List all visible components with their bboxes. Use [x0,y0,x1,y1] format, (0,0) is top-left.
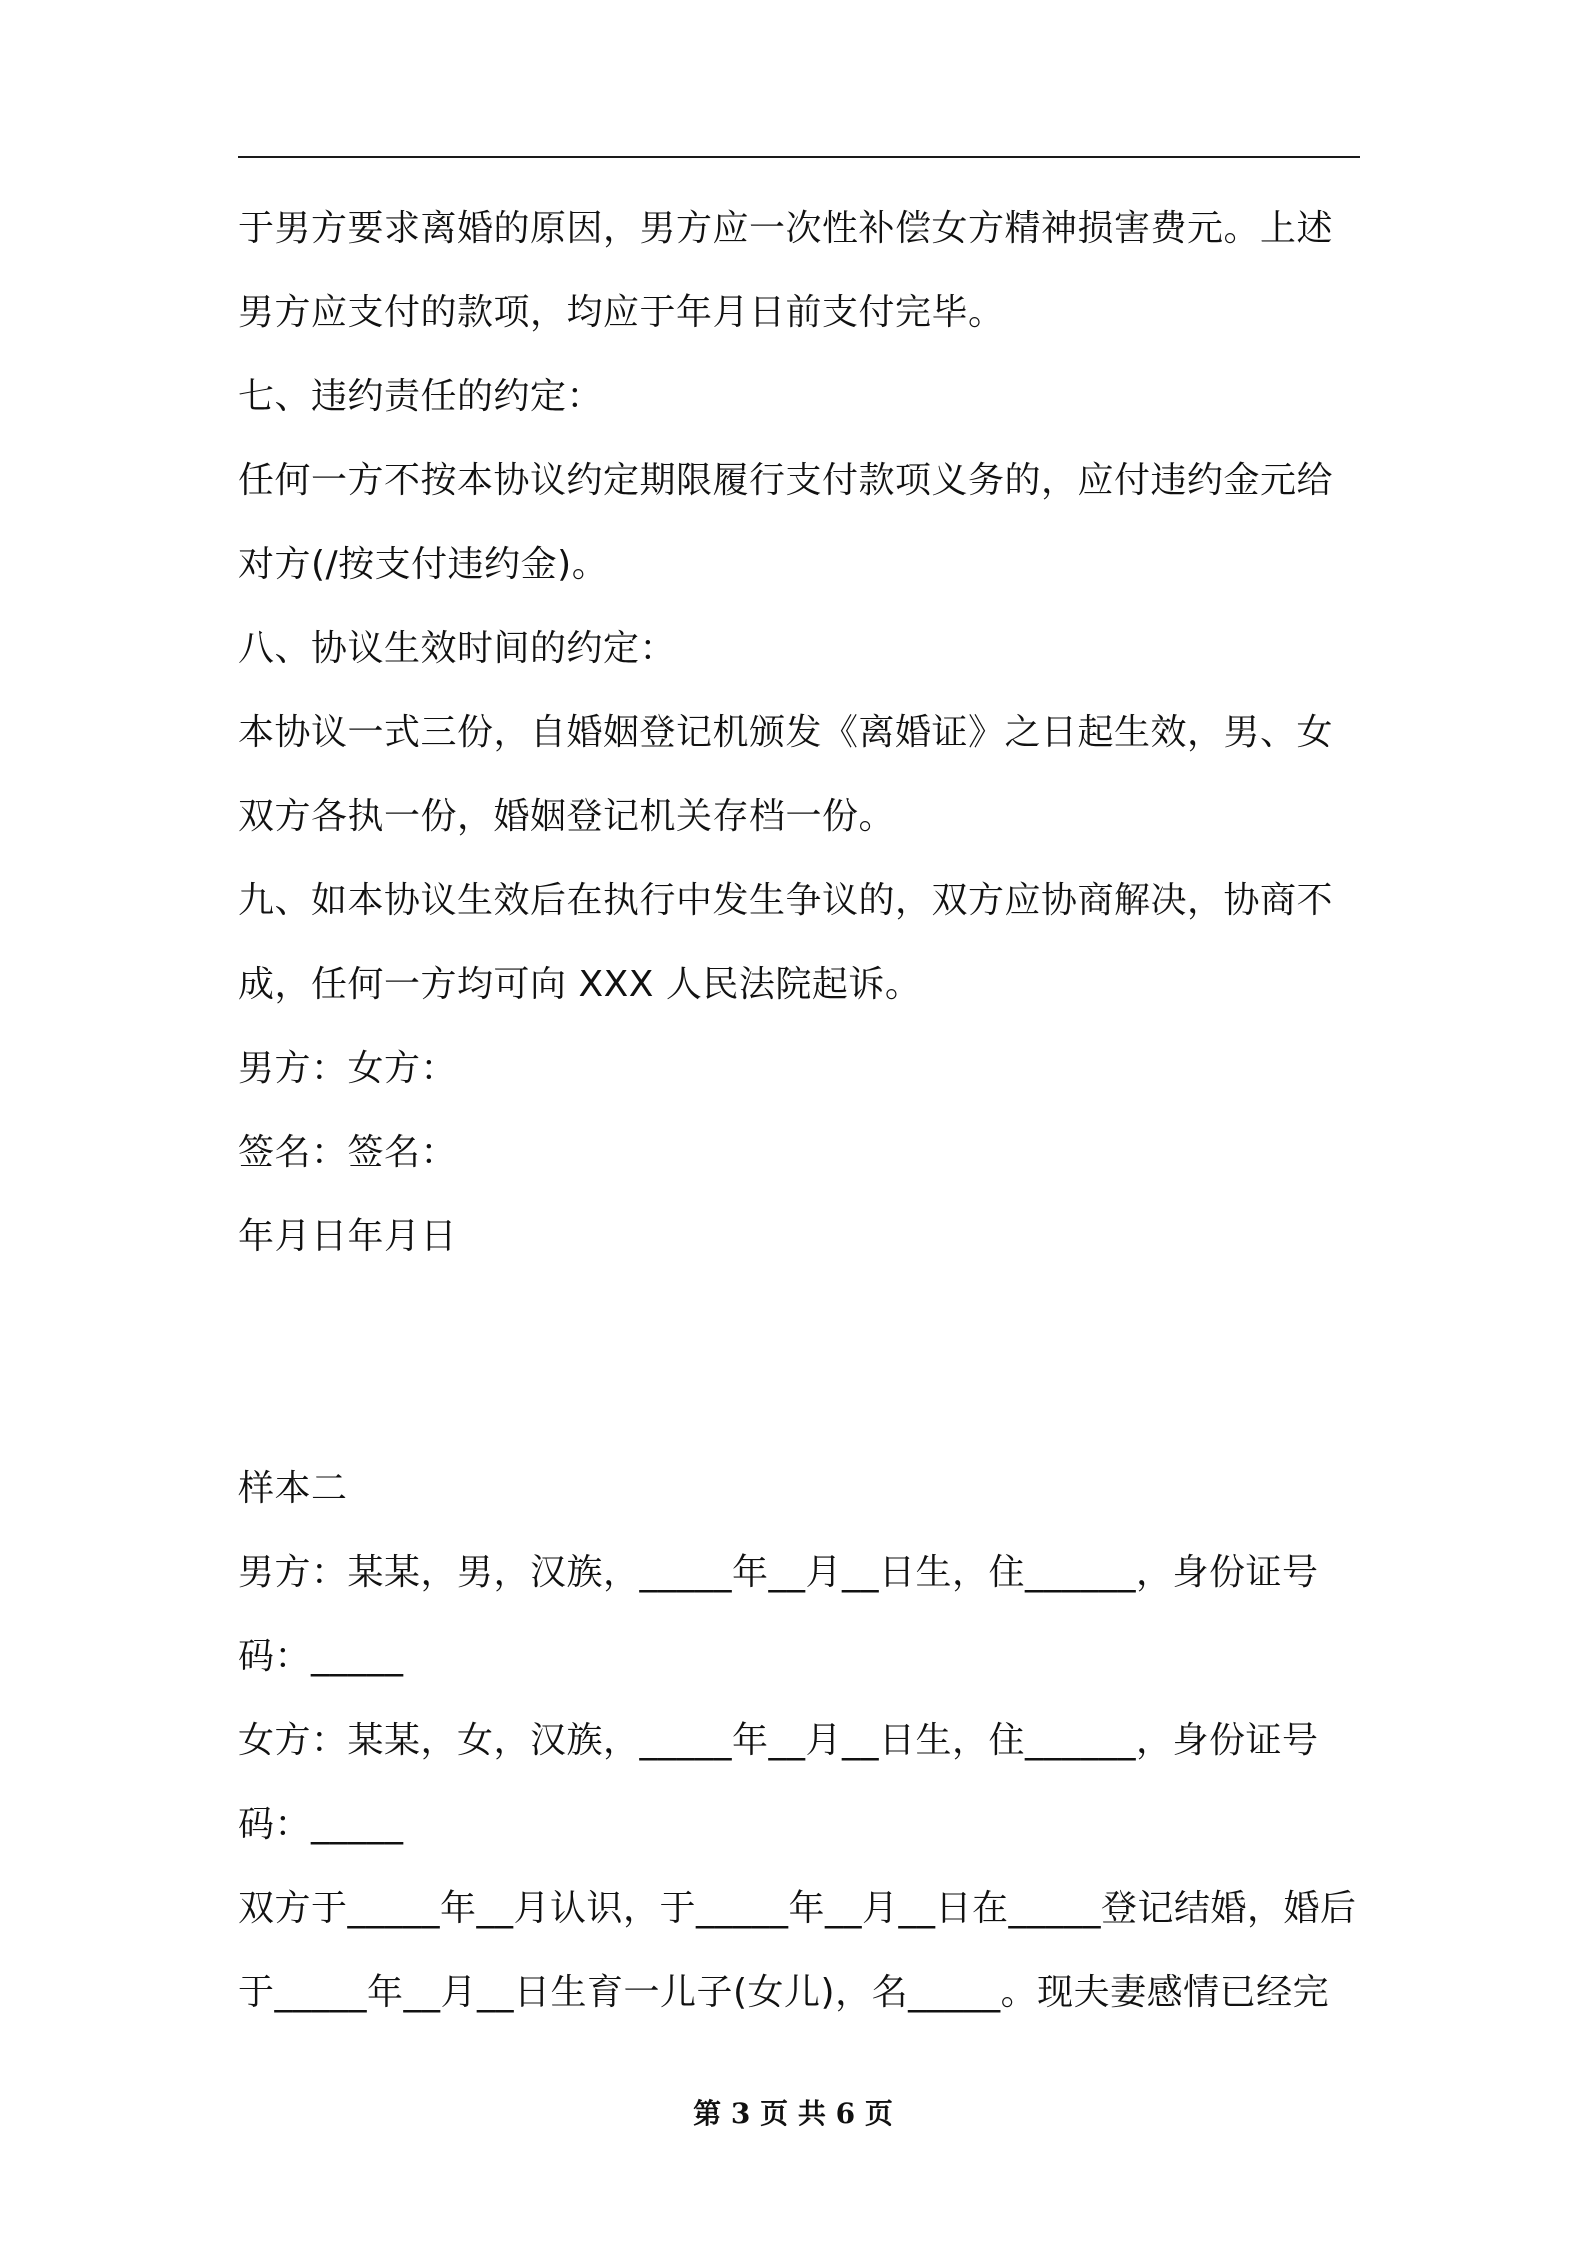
signature-dates: 年月日年月日 [238,1216,458,1257]
page-number: 第 3 页 共 6 页 [693,2097,893,2130]
sample-heading: 样本二 [238,1468,348,1509]
section-heading: 七、违约责任的约定： [238,376,604,417]
text-line: 于男方要求离婚的原因，男方应一次性补偿女方精神损害费元。上述 [238,208,1334,249]
text-line: 男方应支付的款项，均应于年月日前支付完毕。 [238,292,1005,333]
text-line: 对方(/按支付违约金)。 [238,544,609,585]
text-line: 码：_____ [238,1636,404,1677]
signature-party-labels: 男方：女方： [238,1048,458,1089]
text-line: 双方各执一份，婚姻登记机关存档一份。 [238,796,896,837]
section-heading: 八、协议生效时间的约定： [238,628,677,669]
header-rule [238,156,1360,158]
text-line: 码：_____ [238,1804,404,1845]
signature-labels: 签名：签名： [238,1132,458,1173]
text-line: 女方：某某，女，汉族，_____年__月__日生，住______，身份证号 [238,1720,1319,1761]
text-line: 于_____年__月__日生育一儿子(女儿)，名_____。现夫妻感情已经完 [238,1972,1330,2013]
text-line: 本协议一式三份，自婚姻登记机颁发《离婚证》之日起生效，男、女 [238,712,1334,753]
text-line: 成，任何一方均可向 XXX 人民法院起诉。 [238,964,922,1005]
text-line: 双方于_____年__月认识，于_____年__月__日在_____登记结婚，婚后 [238,1888,1357,1929]
text-line: 任何一方不按本协议约定期限履行支付款项义务的，应付违约金元给 [238,460,1334,501]
text-line: 九、如本协议生效后在执行中发生争议的，双方应协商解决，协商不 [238,880,1334,921]
text-line: 男方：某某，男，汉族，_____年__月__日生，住______，身份证号 [238,1552,1319,1593]
